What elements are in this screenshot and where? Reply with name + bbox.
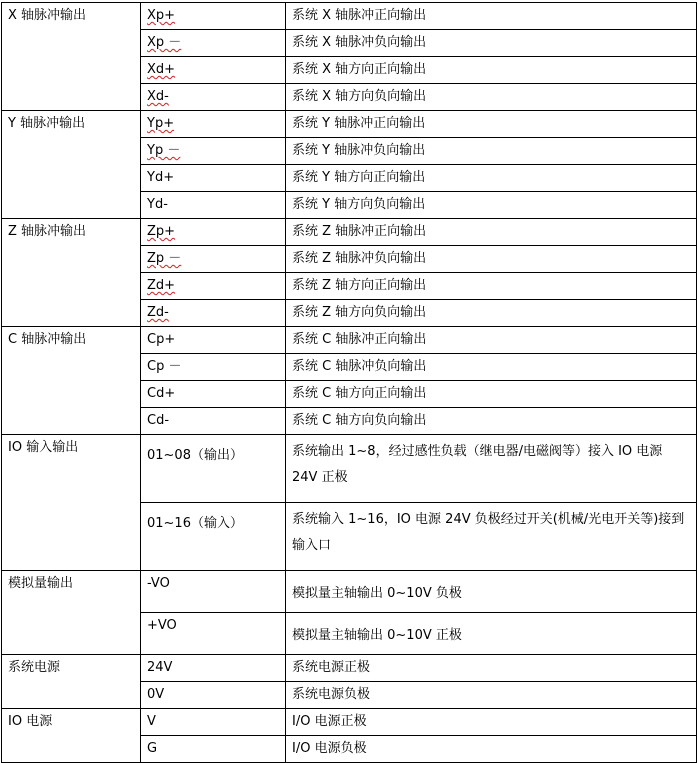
signal-cell — [141, 192, 286, 219]
signal-name: Yd+ — [147, 170, 175, 185]
signal-name: Cp － — [147, 359, 182, 374]
description-cell: 系统输入 1~16，IO 电源 24V 负极经过开关(机械/光电开关等)接到输入口 — [286, 503, 697, 571]
signal-cell — [141, 408, 286, 435]
description-cell: I/O 电源负极 — [286, 736, 697, 763]
table-row — [2, 571, 697, 613]
signal-name: -VO — [147, 576, 170, 591]
signal-name: Zd- — [147, 305, 169, 320]
signal-name: 01~16（输入） — [147, 516, 243, 531]
description-cell: 系统电源正极 — [286, 655, 697, 682]
description-cell: 系统 Z 轴脉冲负向输出 — [286, 246, 697, 273]
signal-cell — [141, 246, 286, 273]
signal-cell — [141, 613, 286, 655]
table-row — [2, 709, 697, 736]
group-label-z-axis: Z 轴脉冲输出 — [2, 219, 141, 327]
description-cell: 系统 X 轴方向负向输出 — [286, 84, 697, 111]
signal-cell — [141, 709, 286, 736]
signal-cell — [141, 273, 286, 300]
signal-name: Cp+ — [147, 332, 176, 347]
signal-cell — [141, 84, 286, 111]
signal-name: Yp+ — [147, 116, 175, 131]
description-cell: I/O 电源正极 — [286, 709, 697, 736]
signal-name: Xd+ — [147, 62, 176, 77]
signal-name: Zp+ — [147, 224, 176, 239]
group-label-io: IO 输入输出 — [2, 435, 141, 571]
signal-cell — [141, 571, 286, 613]
pin-definition-table — [1, 2, 697, 763]
signal-name: Zd+ — [147, 278, 176, 293]
signal-name: Cd+ — [147, 386, 176, 401]
group-label-analog: 模拟量输出 — [2, 571, 141, 655]
table-row — [2, 655, 697, 682]
group-label-io-power: IO 电源 — [2, 709, 141, 763]
description-cell: 系统 Z 轴脉冲正向输出 — [286, 219, 697, 246]
signal-cell — [141, 300, 286, 327]
description-cell: 系统 C 轴方向正向输出 — [286, 381, 697, 408]
signal-name: 24V — [147, 660, 173, 675]
signal-name: Xp+ — [147, 8, 176, 23]
signal-cell — [141, 3, 286, 30]
signal-cell — [141, 30, 286, 57]
group-label-x-axis: X 轴脉冲输出 — [2, 3, 141, 111]
table-row — [2, 219, 697, 246]
signal-name: V — [147, 714, 156, 729]
signal-name: Yp － — [147, 143, 181, 158]
description-cell: 系统 Y 轴脉冲负向输出 — [286, 138, 697, 165]
signal-cell — [141, 219, 286, 246]
signal-cell — [141, 736, 286, 763]
signal-cell — [141, 682, 286, 709]
description-cell: 系统输出 1~8，经过感性负载（继电器/电磁阀等）接入 IO 电源 24V 正极 — [286, 435, 697, 503]
signal-name: 0V — [147, 687, 165, 702]
description-cell: 系统 X 轴脉冲正向输出 — [286, 3, 697, 30]
signal-cell — [141, 57, 286, 84]
signal-cell — [141, 655, 286, 682]
description-cell: 模拟量主轴输出 0~10V 正极 — [286, 613, 697, 655]
description-cell: 系统 Z 轴方向正向输出 — [286, 273, 697, 300]
signal-cell — [141, 327, 286, 354]
table-row — [2, 435, 697, 503]
description-cell: 系统 Y 轴方向正向输出 — [286, 165, 697, 192]
description-cell: 系统 Y 轴脉冲正向输出 — [286, 111, 697, 138]
description-cell: 模拟量主轴输出 0~10V 负极 — [286, 571, 697, 613]
signal-cell — [141, 381, 286, 408]
signal-name: Zp － — [147, 251, 182, 266]
signal-name: 01~08（输出） — [147, 448, 243, 463]
description-cell: 系统 X 轴脉冲负向输出 — [286, 30, 697, 57]
description-cell: 系统 X 轴方向正向输出 — [286, 57, 697, 84]
table-row — [2, 3, 697, 30]
description-cell: 系统 Z 轴方向负向输出 — [286, 300, 697, 327]
signal-cell — [141, 435, 286, 503]
table-row — [2, 327, 697, 354]
signal-name: +VO — [147, 618, 177, 633]
signal-name: G — [147, 741, 158, 756]
signal-cell — [141, 138, 286, 165]
signal-name: Xp － — [147, 35, 182, 50]
group-label-c-axis: C 轴脉冲输出 — [2, 327, 141, 435]
signal-cell — [141, 354, 286, 381]
description-cell: 系统 C 轴脉冲负向输出 — [286, 354, 697, 381]
signal-cell — [141, 165, 286, 192]
description-cell: 系统 Y 轴方向负向输出 — [286, 192, 697, 219]
signal-cell — [141, 503, 286, 571]
signal-name: Yd- — [147, 197, 168, 212]
signal-cell — [141, 111, 286, 138]
group-label-system-power: 系统电源 — [2, 655, 141, 709]
description-cell: 系统 C 轴脉冲正向输出 — [286, 327, 697, 354]
description-cell: 系统电源负极 — [286, 682, 697, 709]
signal-name: Xd- — [147, 89, 169, 104]
group-label-y-axis: Y 轴脉冲输出 — [2, 111, 141, 219]
signal-name: Cd- — [147, 413, 170, 428]
table-row — [2, 111, 697, 138]
description-cell: 系统 C 轴方向负向输出 — [286, 408, 697, 435]
